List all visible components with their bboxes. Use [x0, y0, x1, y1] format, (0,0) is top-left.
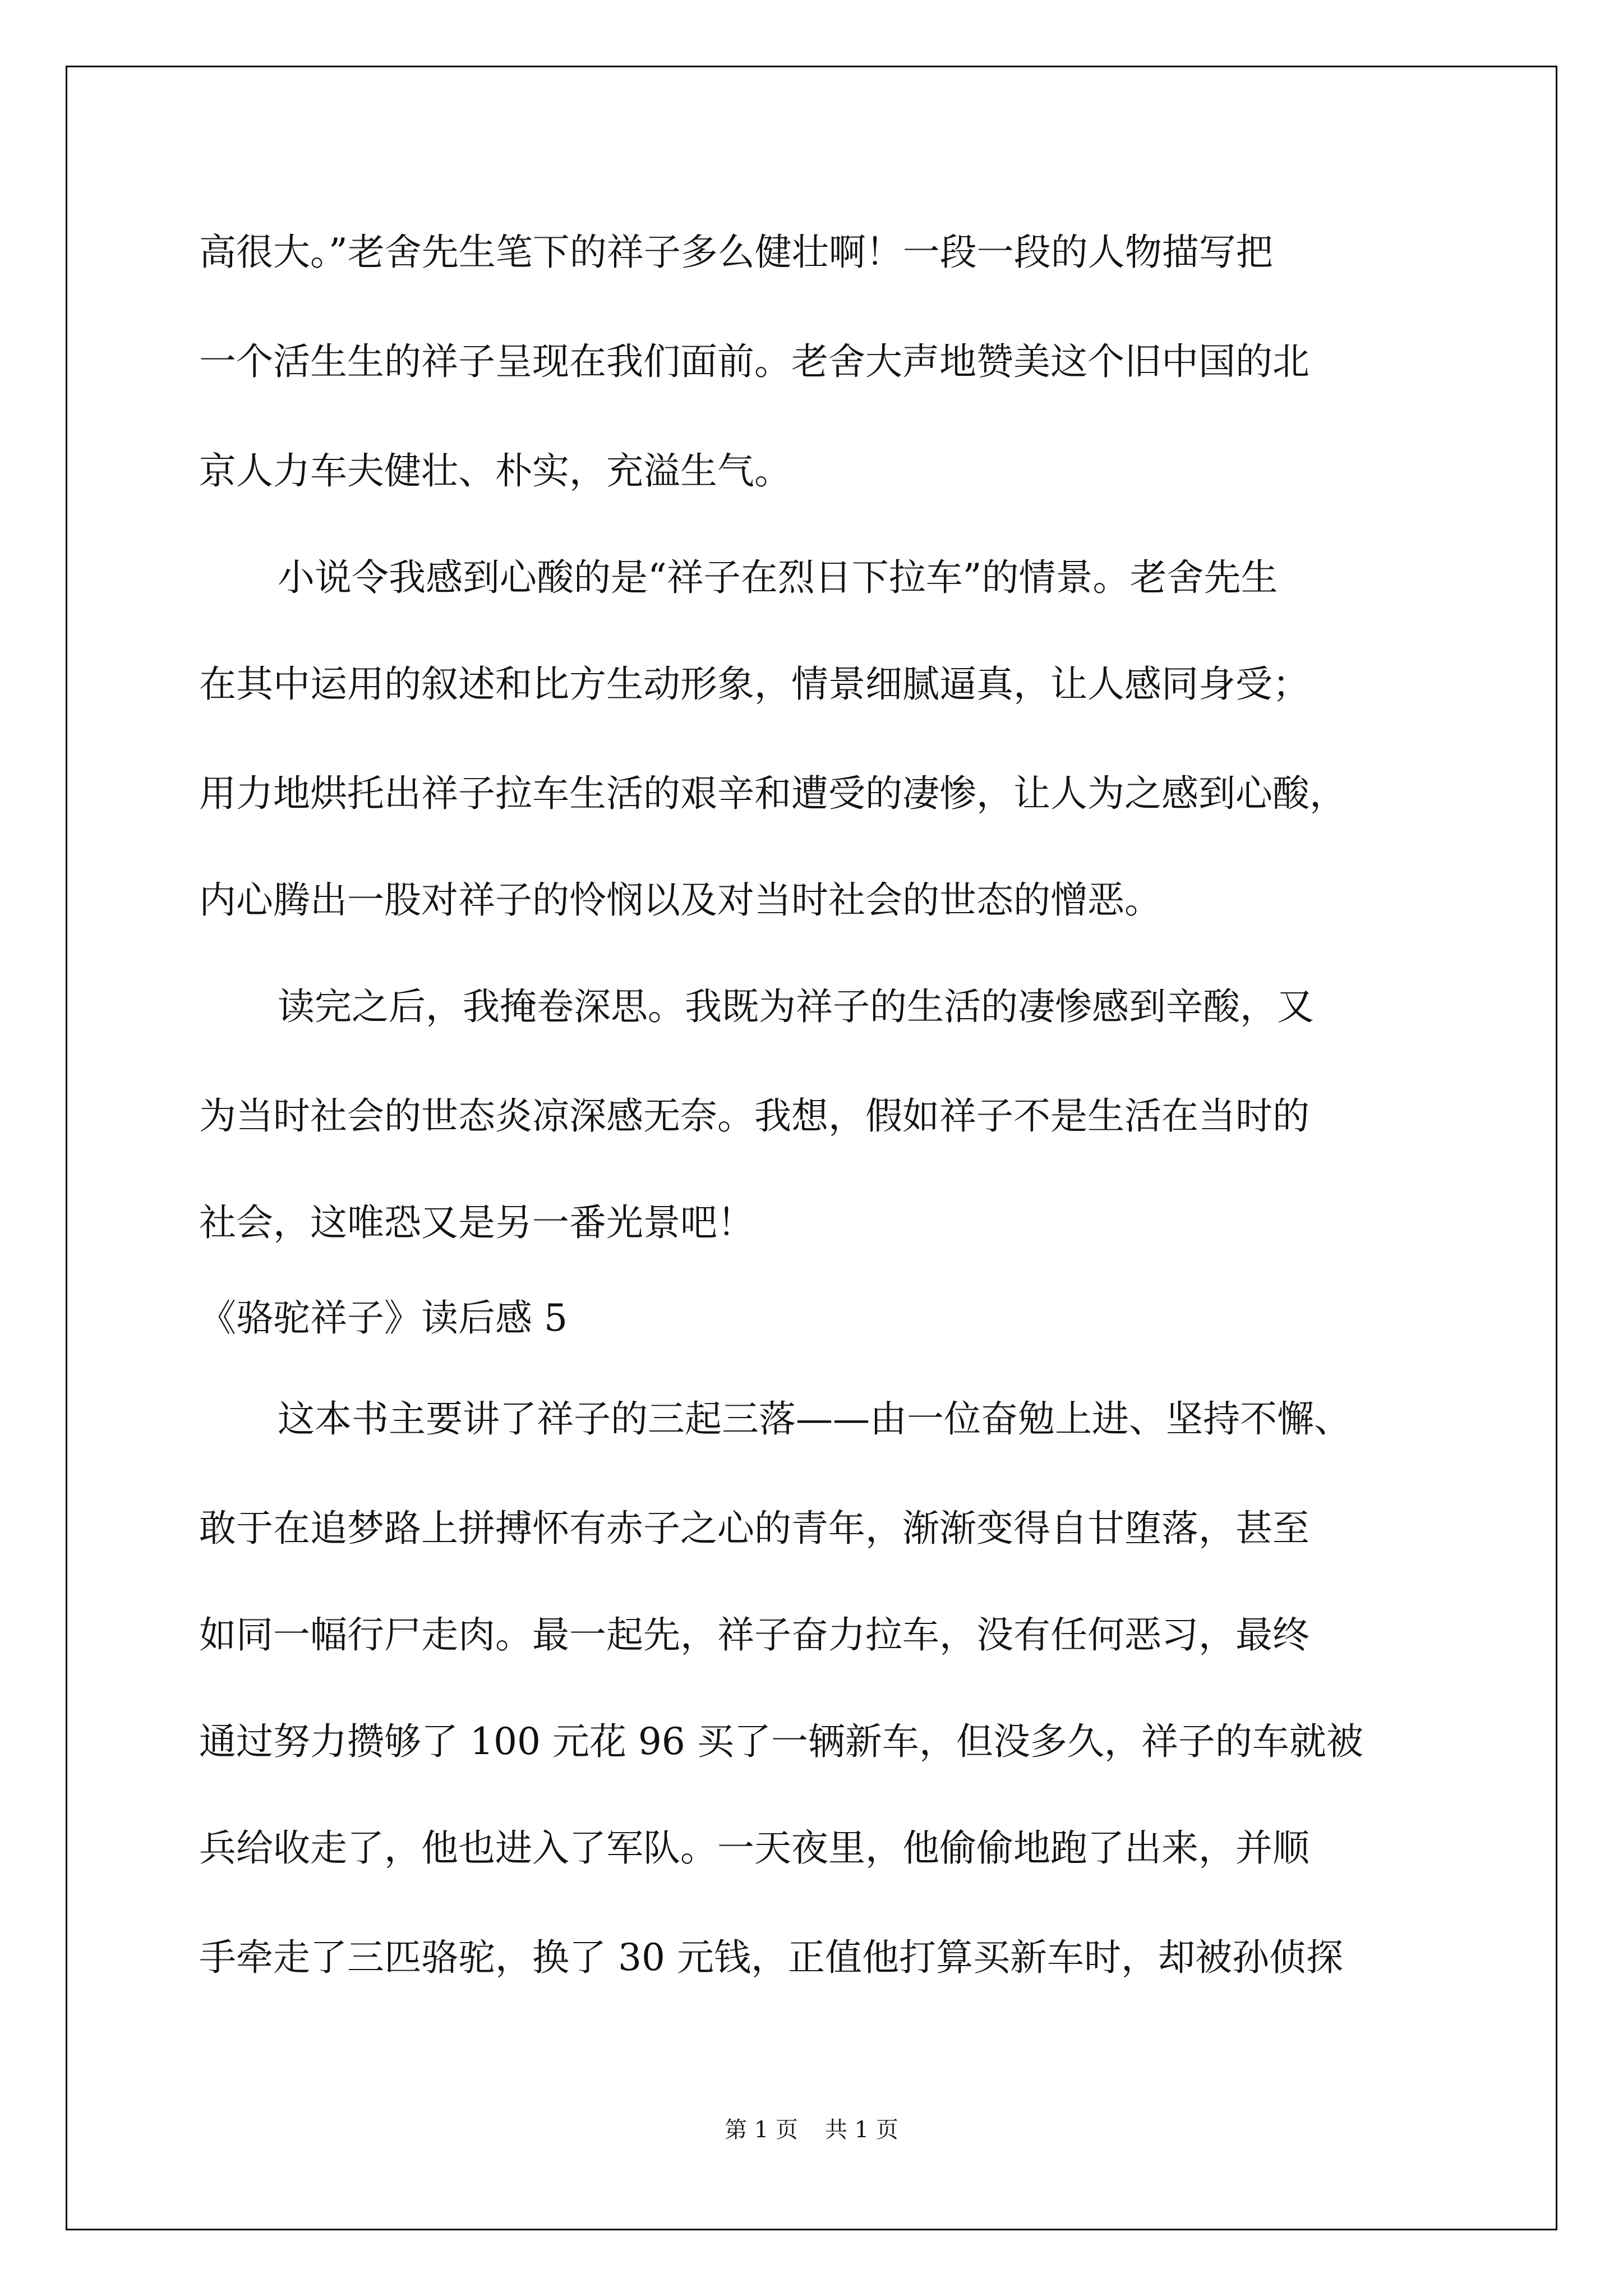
paragraph-line: 一个活生生的祥子呈现在我们面前。老舍大声地赞美这个旧中国的北: [199, 340, 1310, 383]
paragraph-line: 敢于在追梦路上拼搏怀有赤子之心的青年，渐渐变得自甘堕落，甚至: [199, 1507, 1310, 1550]
paragraph-line: 京人力车夫健壮、朴实，充溢生气。: [199, 449, 791, 493]
paragraph-line: 在其中运用的叙述和比方生动形象，情景细腻逼真，让人感同身受；: [199, 662, 1310, 706]
paragraph-line: 读完之后，我掩卷深思。我既为祥子的生活的凄惨感到辛酸，又: [278, 985, 1314, 1028]
paragraph-line: 高很大。”老舍先生笔下的祥子多么健壮啊！一段一段的人物描写把: [199, 231, 1273, 274]
page-total: 共 1 页: [825, 2117, 898, 2143]
paragraph-line: 通过努力攒够了 100 元花 96 买了一辆新车，但没多久，祥子的车就被: [199, 1720, 1363, 1763]
paragraph-line: 内心腾出一股对祥子的怜悯以及对当时社会的世态的憎恶。: [199, 878, 1161, 922]
paragraph-line: 小说令我感到心酸的是“祥子在烈日下拉车”的情景。老舍先生: [278, 556, 1278, 599]
page-number: 第 1 页: [725, 2117, 798, 2143]
page-border: [66, 66, 1557, 2230]
paragraph-line: 用力地烘托出祥子拉车生活的艰辛和遭受的凄惨，让人为之感到心酸，: [199, 772, 1347, 815]
paragraph-line: 如同一幅行尸走肉。最一起先，祥子奋力拉车，没有任何恶习，最终: [199, 1613, 1310, 1657]
section-heading: 《骆驼祥子》读后感 5: [199, 1296, 568, 1340]
paragraph-line: 社会，这唯恐又是另一番光景吧！: [199, 1201, 754, 1244]
paragraph-line: 为当时社会的世态炎凉深感无奈。我想，假如祥子不是生活在当时的: [199, 1094, 1310, 1138]
paragraph-line: 手牵走了三匹骆驼，换了 30 元钱，正值他打算买新车时，却被孙侦探: [199, 1936, 1343, 1979]
page-footer: [0, 2116, 1623, 2144]
paragraph-line: 兵给收走了，他也进入了军队。一天夜里，他偷偷地跑了出来，并顺: [199, 1826, 1310, 1870]
paragraph-line: 这本书主要讲了祥子的三起三落——由一位奋勉上进、坚持不懈、: [278, 1397, 1351, 1441]
